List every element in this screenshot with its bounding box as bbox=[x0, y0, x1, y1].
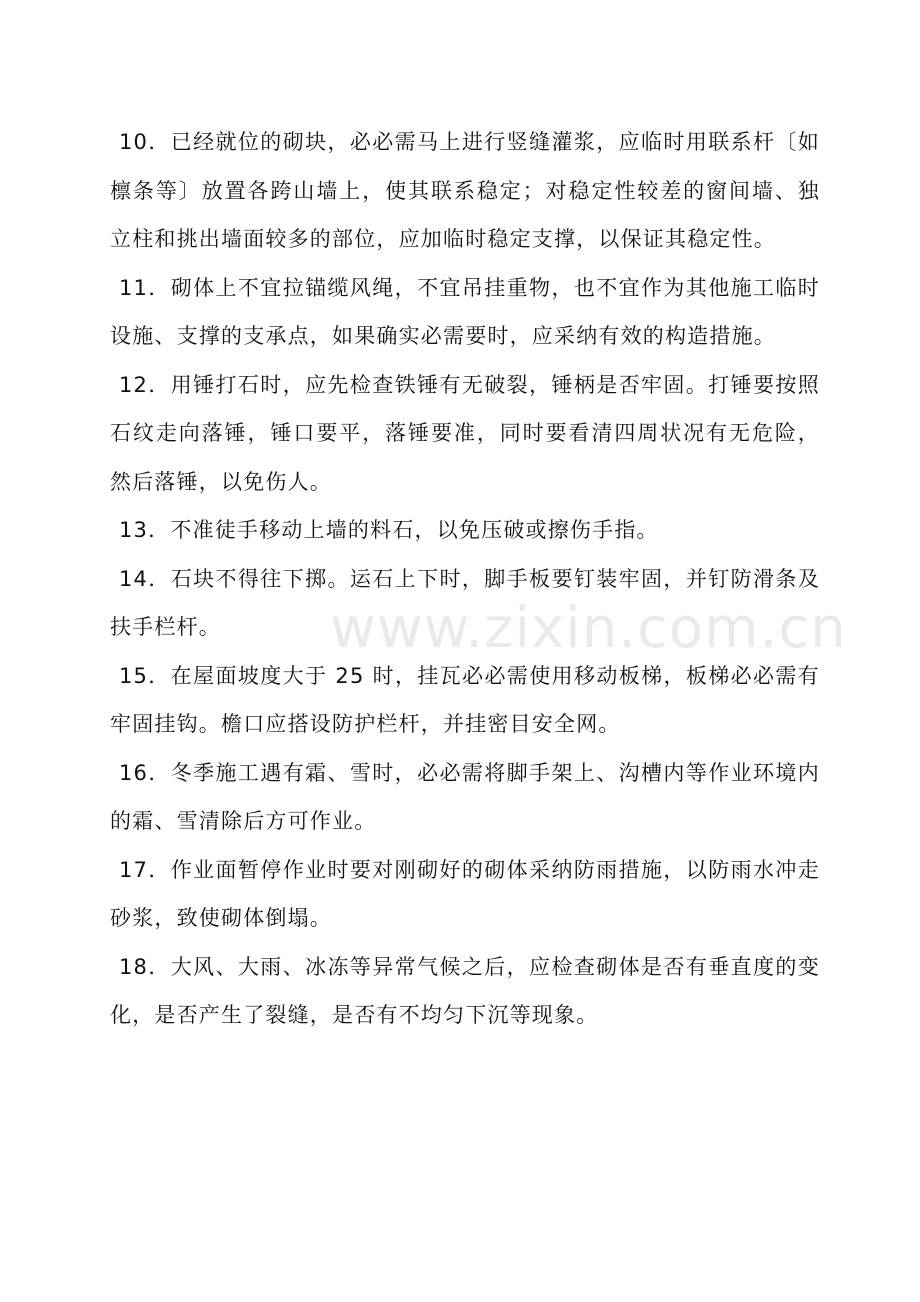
paragraph-item-14: 14．石块不得往下掷。运石上下时，脚手板要钉装牢固，并钉防滑条及扶手栏杆。 bbox=[110, 566, 820, 639]
paragraph-item-15: 15．在屋面坡度大于 25 时，挂瓦必必需使用移动板梯，板梯必必需有牢固挂钩。檐口应搭设防护栏杆，并挂密目安全网。 bbox=[110, 663, 820, 736]
paragraph-item-11: 11．砌体上不宜拉锚缆风绳，不宜吊挂重物，也不宜作为其他施工临时设施、支撑的支承点，如果确实必需要时，应采纳有效的构造措施。 bbox=[110, 275, 820, 348]
paragraph-item-10: 10．已经就位的砌块，必必需马上进行竖缝灌浆，应临时用联系杆〔如檩条等〕放置各跨山墙上，使其联系稳定；对稳定性较差的窗间墙、独立柱和挑出墙面较多的部位，应加临时稳定支撑，以保证其稳定性。 bbox=[110, 130, 820, 251]
paragraph-item-13: 13．不准徒手移动上墙的料石，以免压破或擦伤手指。 bbox=[119, 518, 659, 542]
document-body bbox=[110, 118, 820, 1040]
paragraph-item-16: 16．冬季施工遇有霜、雪时，必必需将脚手架上、沟槽内等作业环境内的霜、雪清除后方可作业。 bbox=[110, 760, 820, 833]
paragraph-item-17: 17．作业面暂停作业时要对刚砌好的砌体采纳防雨措施，以防雨水冲走砂浆，致使砌体倒塌。 bbox=[110, 857, 820, 930]
paragraph-item-12: 12．用锤打石时，应先检查铁锤有无破裂，锤柄是否牢固。打锤要按照石纹走向落锤，锤口要平，落锤要准，同时要看清四周状况有无危险，然后落锤，以免伤人。 bbox=[110, 372, 820, 494]
paragraph-item-18: 18．大风、大雨、冰冻等异常气候之后，应检查砌体是否有垂直度的变化，是否产生了裂缝，是否有不均匀下沉等现象。 bbox=[110, 954, 820, 1027]
watermark: www.zixin.com.cn bbox=[330, 596, 847, 661]
